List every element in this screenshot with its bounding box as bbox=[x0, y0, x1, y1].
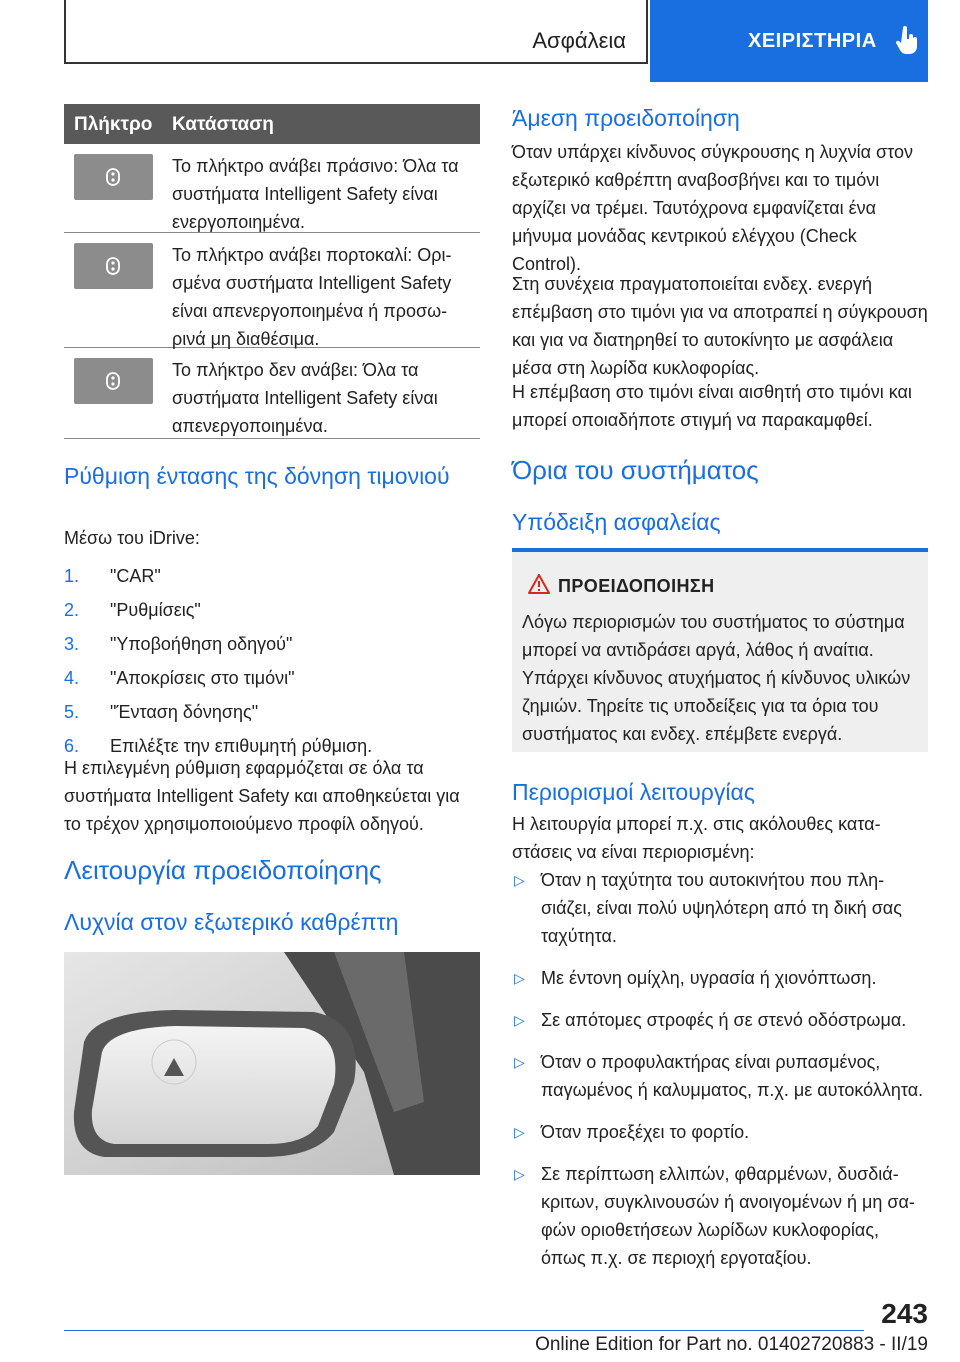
header-frame bbox=[64, 0, 648, 64]
vibration-intro: Μέσω του iDrive: bbox=[64, 528, 200, 548]
intelligent-safety-icon bbox=[104, 168, 122, 186]
edition-footer: Online Edition for Part no. 01402720883 - II/19 bbox=[535, 1334, 928, 1355]
warning-function-title: Λειτουργία προειδοποίησης bbox=[64, 855, 382, 885]
list-item: ▷ Σε απότομες στροφές ή σε στενό οδόστρωμα. bbox=[512, 1006, 928, 1034]
status-table bbox=[64, 104, 480, 439]
list-item: 2. "Ρυθμίσεις" bbox=[64, 600, 201, 620]
intelligent-safety-button bbox=[74, 358, 153, 404]
function-limits-title: Περιορισμοί λειτουργίας bbox=[512, 779, 755, 805]
mirror-lamp-title: Λυχνία στον εξωτερικό καθρέπτη bbox=[64, 909, 399, 935]
list-item: 1. "CAR" bbox=[64, 566, 161, 586]
col-header-button: Πλήκτρο bbox=[74, 114, 153, 135]
page-number: 243 bbox=[881, 1298, 928, 1329]
table-cell: Το πλήκτρο ανάβει πορτοκαλί: Ορισμένα συστήματα Intelligent Safety είναι απενεργοποιημένα ή προσωρινά μη διαθέσιμα. bbox=[172, 245, 452, 349]
list-item: ▷ Σε περίπτωση ελλιπών, φθαρμένων, δυσδιάκριτων, συγκλινουσών ή ανοιγομένων ή μη σαφών οριοθετήσεων λωρίδων κυκλοφορίας, όπως π.χ. σε περιοχή εργοταξίου. bbox=[512, 1160, 928, 1272]
direct-warning-p1: Όταν υπάρχει κίνδυνος σύγκρουσης η λυχνία στον εξωτερικό καθρέπτη αναβοσβήνει και το τιμόνι αρχίζει να τρέμει. Ταυτόχρονα εμφανίζεται ένα μήνυμα μονάδας κεντρικού ελέγχου (Check Control). bbox=[512, 142, 913, 274]
idrive-steps bbox=[64, 562, 480, 766]
warning-title: ΠΡΟΕΙΔΟΠΟΙΗΣΗ bbox=[558, 576, 715, 596]
warning-box-rule bbox=[512, 548, 928, 552]
list-item: ▷ Όταν η ταχύτητα του αυτοκινήτου που πλησιάζει, είναι πολύ υψηλότερη από τη δική σας ταχύτητα. bbox=[512, 866, 928, 950]
bullet-marker: ▷ bbox=[514, 970, 525, 986]
list-item: 5. "Ένταση δόνησης" bbox=[64, 702, 259, 722]
intelligent-safety-button bbox=[74, 243, 153, 289]
list-item: 6. Επιλέξτε την επιθυμητή ρύθμιση. bbox=[64, 736, 373, 756]
safety-note-title: Υπόδειξη ασφαλείας bbox=[512, 509, 721, 535]
hand-pointer-icon bbox=[894, 26, 920, 56]
warning-box bbox=[512, 548, 928, 752]
table-header bbox=[64, 104, 480, 144]
section-title: Ασφάλεια bbox=[532, 28, 626, 53]
list-item: ▷ Όταν προεξέχει το φορτίο. bbox=[512, 1118, 928, 1146]
table-cell: Το πλήκτρο ανάβει πράσινο: Όλα τα συστήματα Intelligent Safety είναι ενεργοποιημένα. bbox=[172, 156, 459, 232]
system-limits-title: Όρια του συστήματος bbox=[512, 455, 759, 485]
chapter-label: ΧΕΙΡΙΣΤΗΡΙΑ bbox=[748, 30, 877, 52]
limitation-list bbox=[512, 866, 928, 1286]
list-item: ▷ Όταν ο προφυλακτήρας είναι ρυπασμένος, παγωμένος ή καλυμματος, π.χ. με αυτοκόλλητα. bbox=[512, 1048, 928, 1104]
bullet-marker: ▷ bbox=[514, 1166, 525, 1182]
bullet-marker: ▷ bbox=[514, 1124, 525, 1140]
intelligent-safety-button bbox=[74, 154, 153, 200]
intelligent-safety-icon bbox=[104, 372, 122, 390]
intelligent-safety-icon bbox=[104, 257, 122, 275]
table-row bbox=[64, 233, 480, 348]
table-row bbox=[64, 348, 480, 439]
direct-warning-title: Άμεση προειδοποίηση bbox=[512, 105, 740, 131]
function-limits-intro: Η λειτουργία μπορεί π.χ. στις ακόλουθες καταστάσεις να είναι περιορισμένη: bbox=[512, 814, 881, 862]
table-row bbox=[64, 144, 480, 233]
bullet-marker: ▷ bbox=[514, 1054, 525, 1070]
footer-rule bbox=[64, 1330, 864, 1331]
direct-warning-p2: Στη συνέχεια πραγματοποιείται ενδεχ. ενεργή επέμβαση στο τιμόνι για να αποτραπεί η σύγκρουση και για να διατηρηθεί το αυτοκίνητο με ασφάλεια μέσα στη λωρίδα κυκλοφορίας. bbox=[512, 274, 928, 378]
table-cell: Το πλήκτρο δεν ανάβει: Όλα τα συστήματα Intelligent Safety είναι απενεργοποιημένα. bbox=[172, 360, 438, 436]
list-item: ▷ Με έντονη ομίχλη, υγρασία ή χιονόπτωση. bbox=[512, 964, 928, 992]
bullet-marker: ▷ bbox=[514, 1012, 525, 1028]
col-header-status: Κατάσταση bbox=[172, 114, 274, 135]
bullet-marker: ▷ bbox=[514, 872, 525, 888]
direct-warning-p3: Η επέμβαση στο τιμόνι είναι αισθητή στο τιμόνι και μπορεί οποιαδήποτε στιγμή να παρακαμφθεί. bbox=[512, 382, 912, 430]
warning-text: Λόγω περιορισμών του συστήματος το σύστημα μπορεί να αντιδράσει αργά, λάθος ή αναίτια. Υπάρχει κίνδυνος ατυχήματος ή κίνδυνος υλικών ζημιών. Τηρείτε τις υποδείξεις για τα όρια του συστήματος και ενδεχ. επέμβετε ενεργά. bbox=[522, 612, 911, 744]
list-item: 3. "Υποβοήθηση οδηγού" bbox=[64, 634, 293, 654]
side-mirror-image bbox=[64, 952, 480, 1175]
list-item: 4. "Αποκρίσεις στο τιμόνι" bbox=[64, 668, 295, 688]
vibration-note: Η επιλεγμένη ρύθμιση εφαρμόζεται σε όλα τα συστήματα Intelligent Safety και αποθηκεύεται για το τρέχον χρησιμοποιούμενο προφίλ οδηγού. bbox=[64, 758, 460, 834]
chapter-tab[interactable] bbox=[650, 0, 928, 82]
vibration-title: Ρύθμιση έντασης της δόνηση τιμονιού bbox=[64, 463, 450, 489]
warning-triangle-icon bbox=[528, 574, 550, 594]
